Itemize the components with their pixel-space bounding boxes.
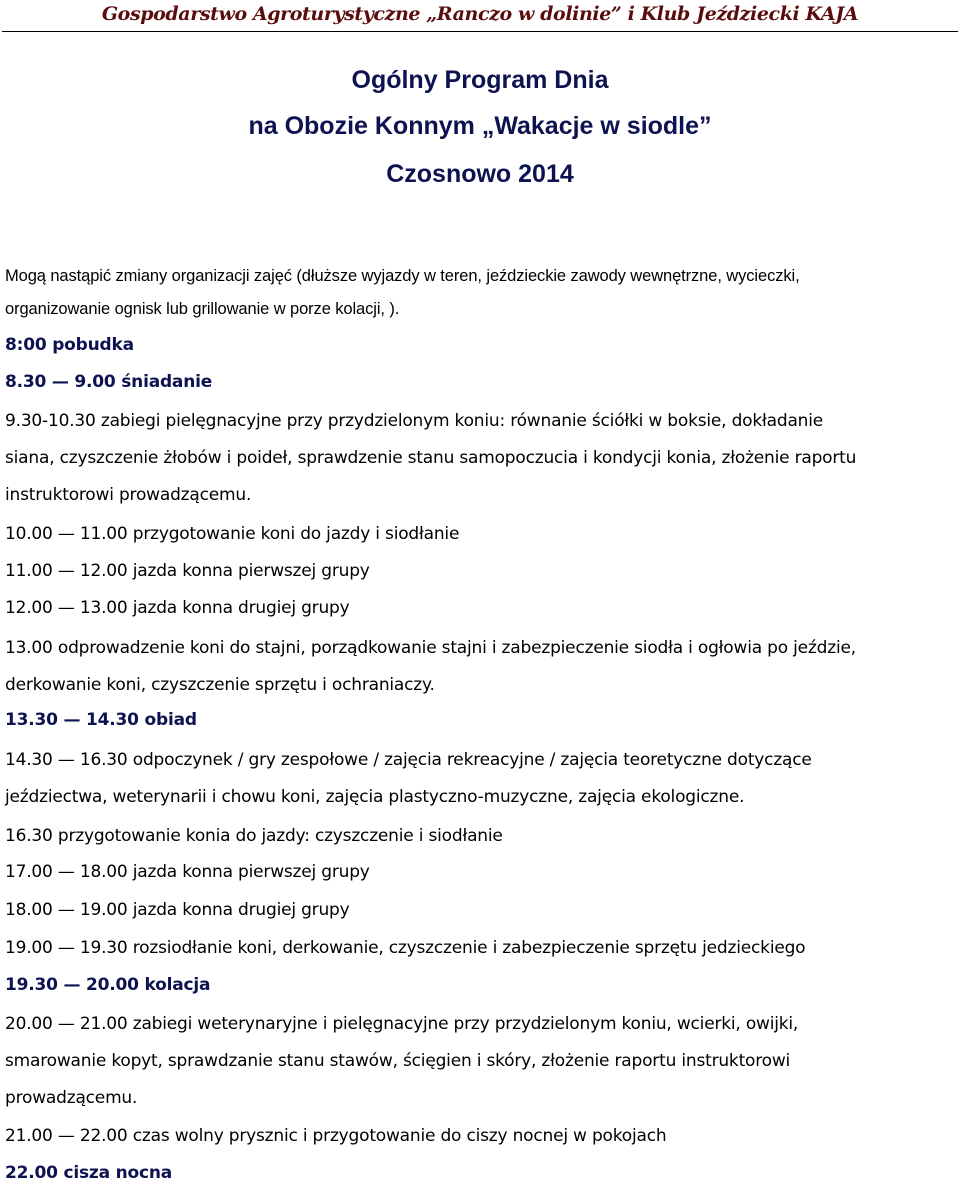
- title-line-3: Czosnowo 2014: [386, 160, 574, 188]
- schedule-line: derkowanie koni, czyszczenie sprzętu i ochraniaczy.: [5, 675, 435, 695]
- schedule-line: 9.30-10.30 zabiegi pielęgnacyjne przy przydzielonym koniu: równanie ściółki w boksie, dokładanie: [5, 411, 824, 431]
- schedule-line: 20.00 — 21.00 zabiegi weterynaryjne i pielęgnacyjne przy przydzielonym koniu, wcierki, owijki,: [5, 1014, 799, 1034]
- schedule-line: jeździectwa, weterynarii i chowu koni, zajęcia plastyczno-muzyczne, zajęcia ekologiczne.: [5, 787, 745, 807]
- schedule-line: 19.30 — 20.00 kolacja: [5, 975, 211, 995]
- schedule-line: 8:00 pobudka: [5, 335, 134, 355]
- schedule-line: 17.00 — 18.00 jazda konna pierwszej grupy: [5, 862, 370, 882]
- schedule-line: 18.00 — 19.00 jazda konna drugiej grupy: [5, 900, 350, 920]
- schedule-line: instruktorowi prowadzącemu.: [5, 485, 252, 505]
- schedule-line: 13.00 odprowadzenie koni do stajni, porządkowanie stajni i zabezpieczenie siodła i ogłowia po jeździe,: [5, 638, 856, 658]
- schedule-line: 11.00 — 12.00 jazda konna pierwszej grupy: [5, 561, 370, 581]
- header-divider: [2, 31, 958, 32]
- schedule-line: 13.30 — 14.30 obiad: [5, 710, 197, 730]
- schedule-line: 16.30 przygotowanie konia do jazdy: czyszczenie i siodłanie: [5, 826, 503, 846]
- note-line-2: organizowanie ognisk lub grillowanie w porze kolacji, ).: [5, 300, 400, 318]
- schedule-line: prowadzącemu.: [5, 1088, 138, 1108]
- schedule-line: 10.00 — 11.00 przygotowanie koni do jazdy i siodłanie: [5, 524, 460, 544]
- note-line-1: Mogą nastąpić zmiany organizacji zajęć (dłuższe wyjazdy w teren, jeździeckie zawody wewnętrzne, wycieczki,: [5, 267, 800, 285]
- schedule-line: 19.00 — 19.30 rozsiodłanie koni, derkowanie, czyszczenie i zabezpieczenie sprzętu jedzieckiego: [5, 938, 806, 958]
- schedule-line: 8.30 — 9.00 śniadanie: [5, 372, 213, 392]
- schedule-line: smarowanie kopyt, sprawdzanie stanu stawów, ścięgien i skóry, złożenie raportu instruktorowi: [5, 1051, 791, 1071]
- title-line-1: Ogólny Program Dnia: [351, 66, 609, 94]
- schedule-line: 22.00 cisza nocna: [5, 1163, 173, 1183]
- schedule-line: 14.30 — 16.30 odpoczynek / gry zespołowe / zajęcia rekreacyjne / zajęcia teoretyczne dotyczące: [5, 750, 812, 770]
- schedule-line: 12.00 — 13.00 jazda konna drugiej grupy: [5, 598, 350, 618]
- schedule-line: 21.00 — 22.00 czas wolny prysznic i przygotowanie do ciszy nocnej w pokojach: [5, 1126, 667, 1146]
- title-line-2: na Obozie Konnym „Wakacje w siodle”: [248, 112, 712, 140]
- page-header: Gospodarstwo Agroturystyczne „Ranczo w dolinie” i Klub Jeździecki KAJA: [101, 3, 859, 25]
- schedule-line: siana, czyszczenie żłobów i poideł, sprawdzenie stanu samopoczucia i kondycji konia, złożenie raportu: [5, 448, 857, 468]
